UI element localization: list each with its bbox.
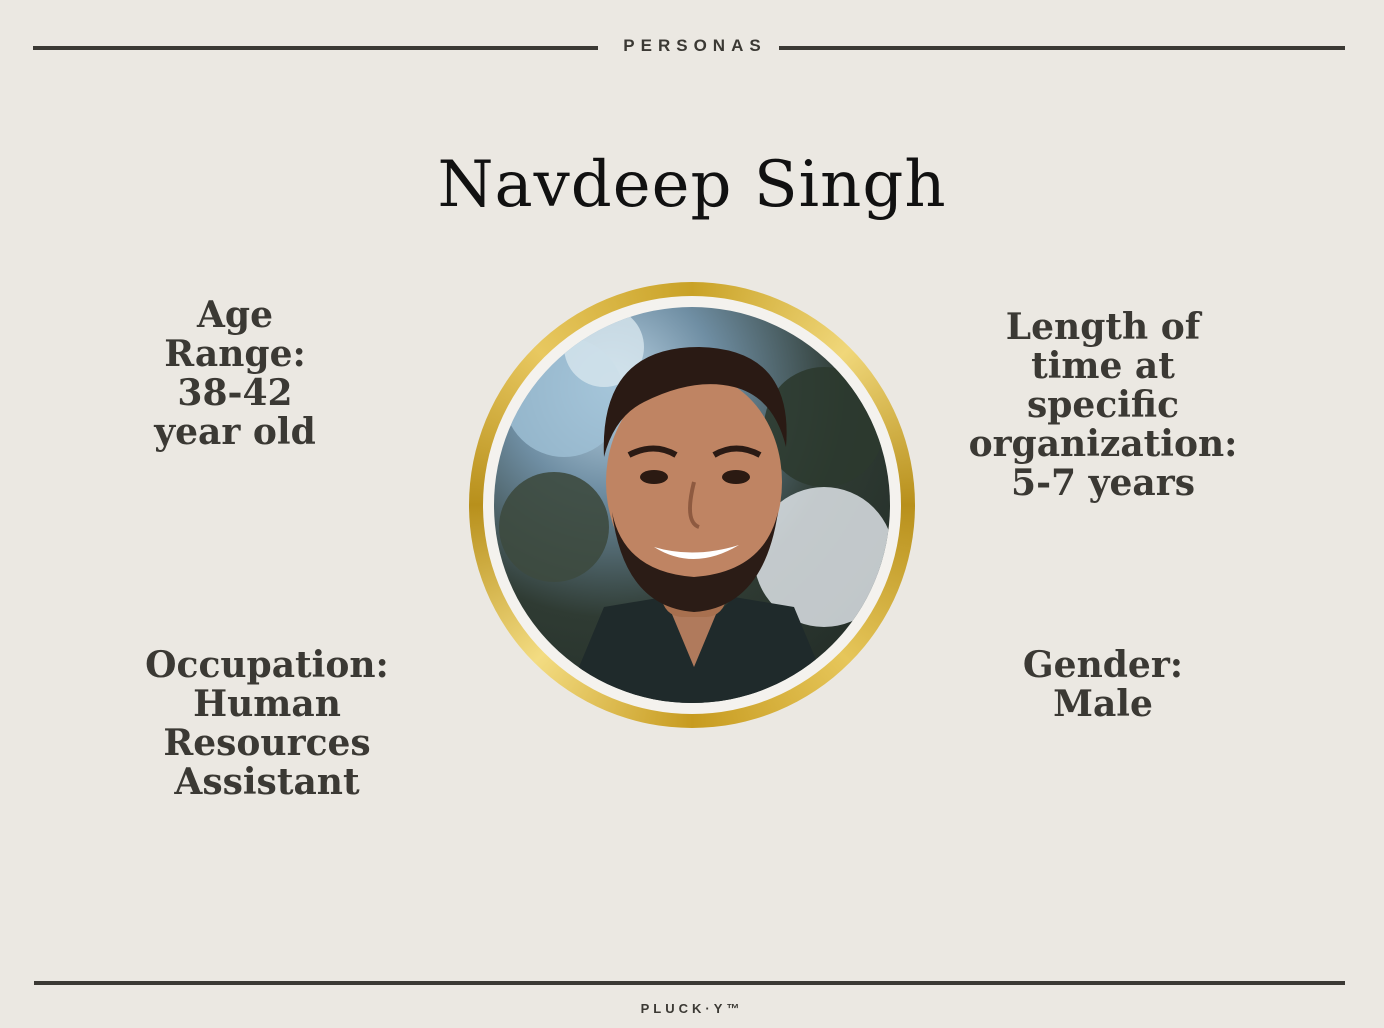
- persona-photo: [494, 307, 890, 703]
- gender-value: Male: [1053, 683, 1153, 725]
- occupation-value-line-1: Human: [193, 683, 341, 725]
- bottom-rule: [34, 981, 1345, 985]
- tenure-block: [963, 308, 1243, 503]
- age-value-line-1: 38-42: [177, 372, 293, 414]
- gender-label: Gender:: [1022, 644, 1184, 686]
- persona-photo-frame: [469, 282, 915, 728]
- section-header: [0, 36, 1384, 56]
- brand-footer: PLUCK·Y™: [640, 1001, 744, 1016]
- age-label-line-1: Age: [196, 294, 273, 336]
- tenure-label-line-1: Length of: [1005, 306, 1201, 348]
- persona-name: Navdeep Singh: [437, 148, 947, 222]
- section-header-label: PERSONAS: [605, 36, 778, 55]
- occupation-value-line-2: Resources: [163, 722, 371, 764]
- tenure-label-line-2: time at: [1031, 345, 1175, 387]
- occupation-block: [137, 646, 397, 802]
- tenure-label-line-3: specific: [1026, 384, 1180, 426]
- portrait-illustration: [494, 307, 890, 703]
- age-value-line-2: year old: [154, 411, 316, 453]
- tenure-value: 5-7 years: [1011, 462, 1195, 504]
- occupation-label: Occupation:: [145, 644, 389, 686]
- occupation-value-line-3: Assistant: [174, 761, 360, 803]
- age-range-block: [115, 296, 355, 452]
- age-label-line-2: Range:: [164, 333, 306, 375]
- tenure-label-line-4: organization:: [968, 423, 1238, 465]
- gender-block: [993, 646, 1213, 724]
